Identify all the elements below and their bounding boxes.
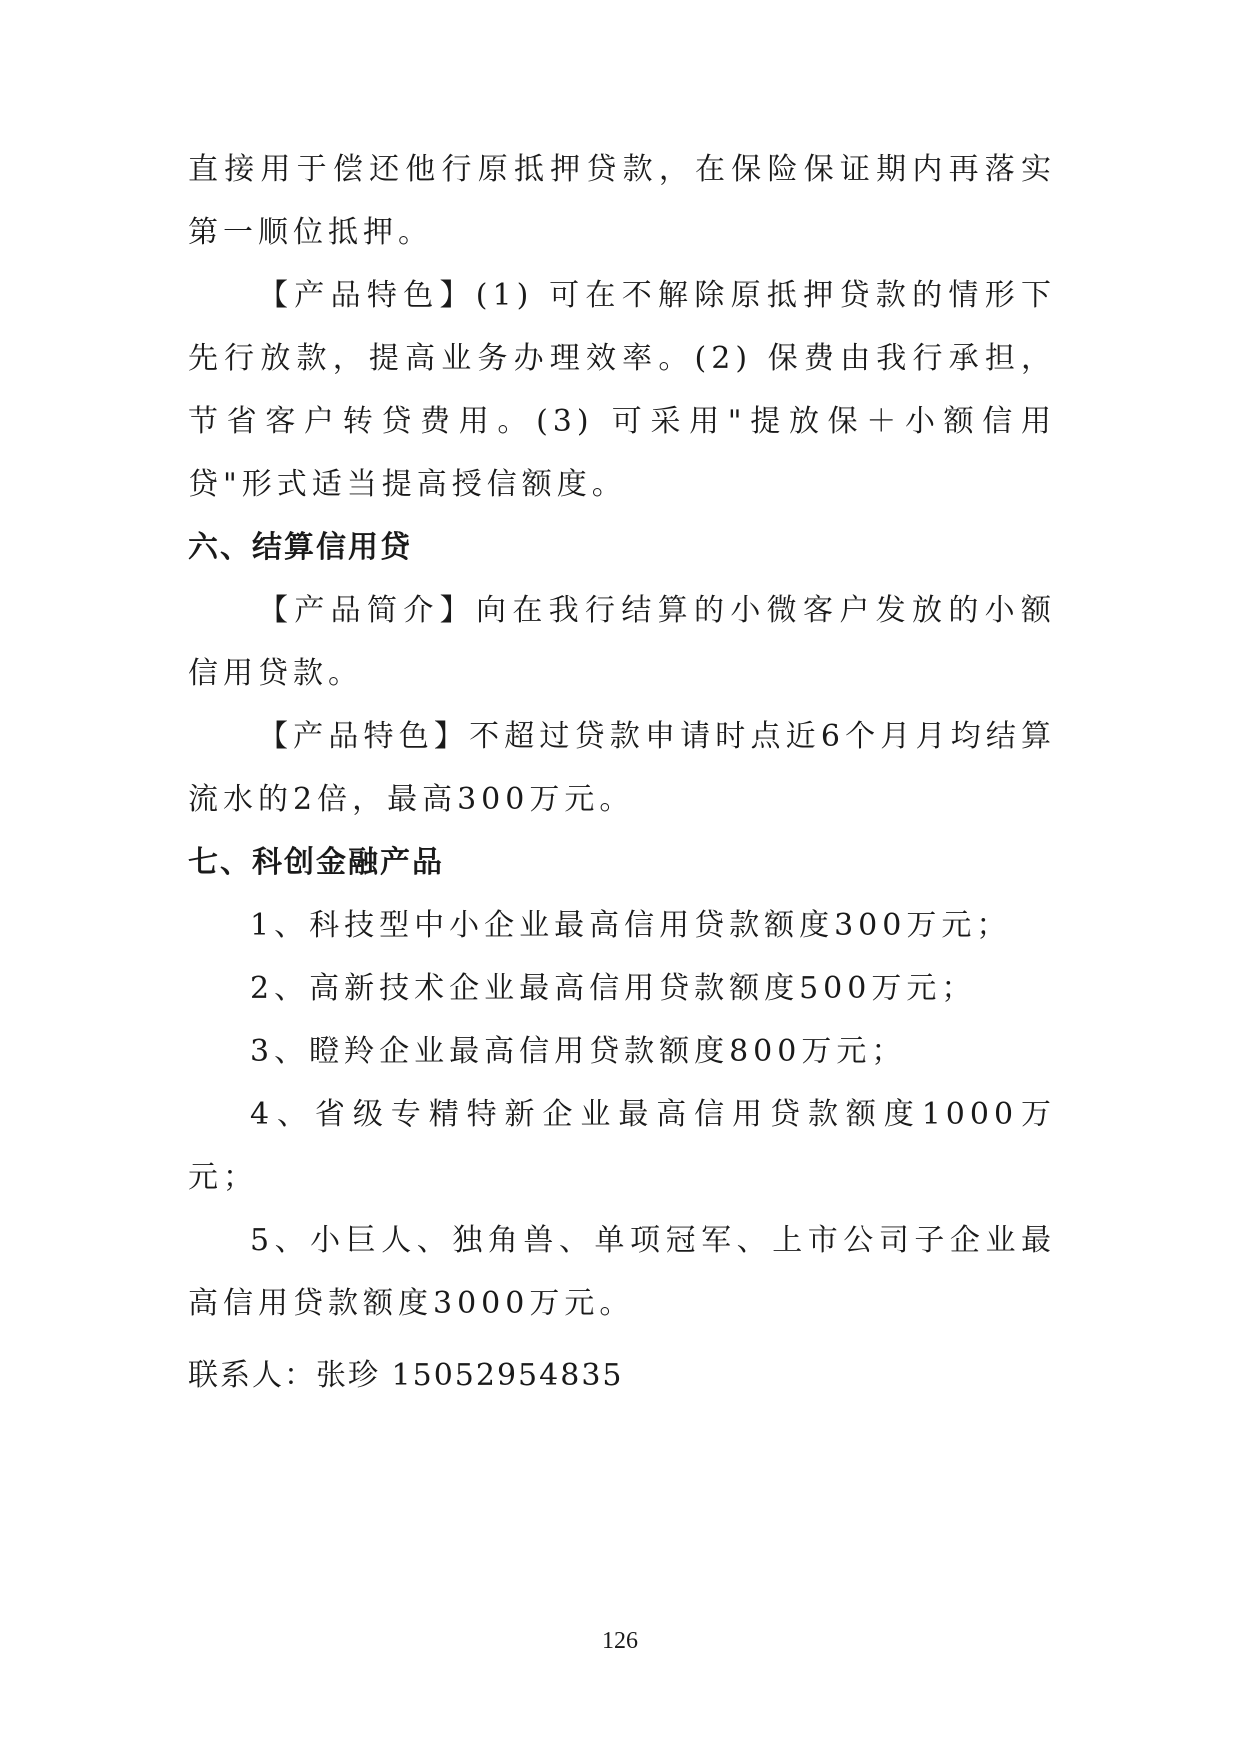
list-item-4: 4、省级专精特新企业最高信用贷款额度1000万元；	[188, 1097, 1056, 1195]
paragraph-product-features-2: 【产品特色】不超过贷款申请时点近6个月月均结算流水的2倍，最高300万元。	[188, 719, 1056, 817]
page-number: 126	[602, 1628, 638, 1654]
contact-line: 联系人：张珍 15052954835	[188, 1358, 624, 1393]
section-heading-settlement-credit-loan: 六、结算信用贷	[188, 530, 412, 565]
document-body	[188, 138, 1056, 1335]
list-item-1: 1、科技型中小企业最高信用贷款额度300万元；	[250, 908, 1012, 943]
list-item-5: 5、小巨人、独角兽、单项冠军、上市公司子企业最高信用贷款额度3000万元。	[188, 1223, 1056, 1321]
list-item-3: 3、瞪羚企业最高信用贷款额度800万元；	[250, 1034, 907, 1069]
paragraph-product-intro: 【产品简介】向在我行结算的小微客户发放的小额信用贷款。	[188, 593, 1056, 691]
paragraph-product-features-1: 【产品特色】(1) 可在不解除原抵押贷款的情形下先行放款，提高业务办理效率。(2) 保费由我行承担，节省客户转贷费用。(3) 可采用"提放保＋小额信用贷"形式适当提高授信额度。	[188, 278, 1056, 502]
paragraph-mortgage-continuation: 直接用于偿还他行原抵押贷款，在保险保证期内再落实第一顺位抵押。	[188, 152, 1056, 250]
section-heading-tech-finance-products: 七、科创金融产品	[188, 845, 444, 880]
list-item-2: 2、高新技术企业最高信用贷款额度500万元；	[250, 971, 977, 1006]
